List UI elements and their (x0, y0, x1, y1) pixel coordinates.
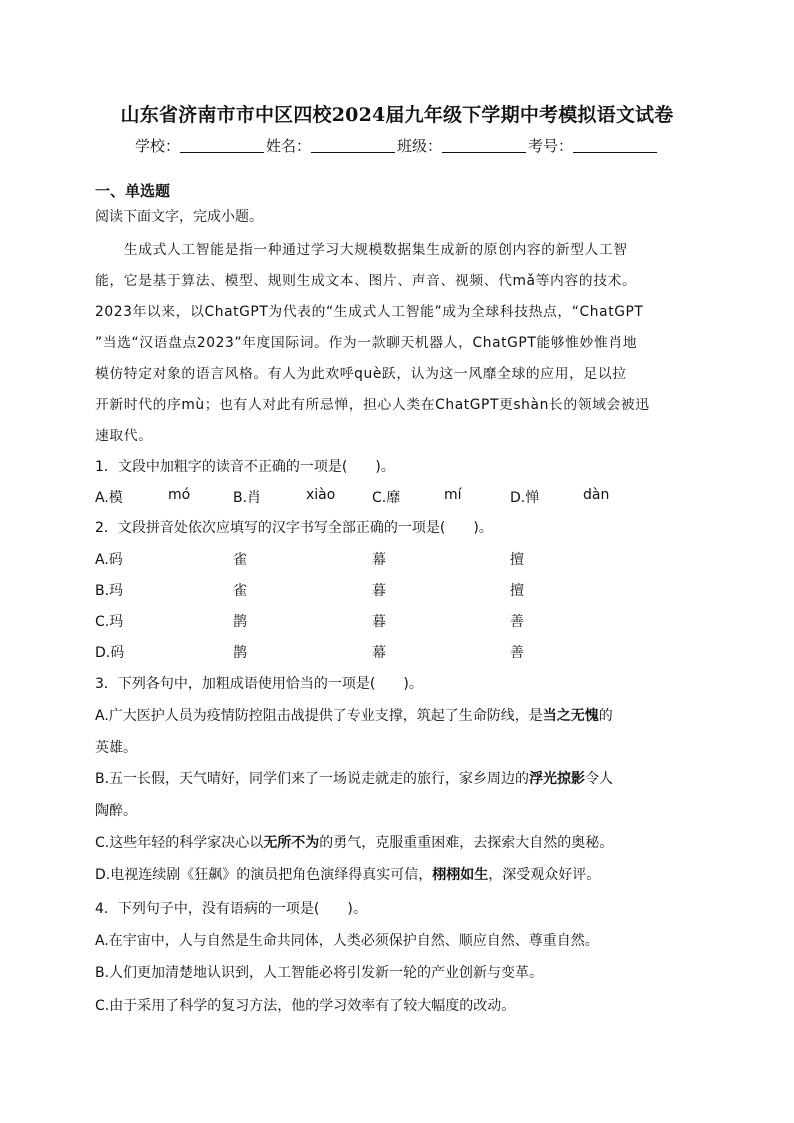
q3-option-c[interactable]: C.这些年轻的科学家决心以无所不为的勇气，克服重重困难，去探索大自然的奥秘。 (95, 835, 614, 851)
q3-idiom-c: 无所不为 (263, 835, 320, 851)
passage-line: 能，它是基于算法、模型、规则生成文本、图片、声音、视频、代mǎ等内容的技术。 (95, 273, 637, 289)
q2-option-d-char: 幕 (372, 645, 386, 661)
passage-line: 速取代。 (95, 428, 153, 444)
class-label: 班级： (397, 137, 443, 155)
q3-option-b-cont: 陶醉。 (95, 803, 137, 819)
q4-option-c[interactable]: C.由于采用了科学的复习方法，他的学习效率有了较大幅度的改动。 (95, 998, 516, 1014)
q2-option-c-char: 鹊 (233, 614, 247, 630)
exam-title: 山东省济南市市中区四校2024届九年级下学期中考模拟语文试卷 (120, 104, 674, 126)
question-4-stem: 4．下列句子中，没有语病的一项是( )。 (95, 901, 367, 917)
passage-line: 开新时代的序mù；也有人对此有所忌惮，担心人类在ChatGPT更shàn长的领域会被迅 (95, 397, 650, 413)
q3-option-a-cont: 英雄。 (95, 740, 137, 756)
q1-option-b[interactable]: B.肖 (233, 490, 262, 506)
name-label: 姓名： (265, 137, 311, 155)
question-3-stem: 3．下列各句中，加粗成语使用恰当的一项是( )。 (95, 676, 423, 692)
q2-option-c-char: 暮 (372, 614, 386, 630)
class-blank[interactable] (442, 138, 526, 153)
q4-option-b[interactable]: B.人们更加清楚地认识到，人工智能必将引发新一轮的产业创新与变革。 (95, 965, 544, 981)
passage-line: 模仿特定对象的语言风格。有人为此欢呼què跃，认为这一风靡全球的应用，足以拉 (95, 366, 627, 382)
name-blank[interactable] (311, 138, 395, 153)
q1-option-b-pinyin: xiào (306, 487, 336, 503)
q2-option-b[interactable]: B.玛 (95, 583, 124, 599)
q2-option-d-char: 善 (510, 645, 524, 661)
passage-line: ”当选“汉语盘点2023”年度国际词。作为一款聊天机器人，ChatGPT能够惟妙惟肖地 (95, 335, 638, 351)
section-heading: 一、单选题 (95, 182, 171, 200)
student-info-row (0, 135, 794, 156)
question-2-stem: 2．文段拼音处依次应填写的汉字书写全部正确的一项是( )。 (95, 520, 493, 536)
q2-option-a-char: 雀 (233, 552, 247, 568)
q1-option-a[interactable]: A.模 (95, 490, 123, 506)
q3-option-b[interactable]: B.五一长假，天气晴好，同学们来了一场说走就走的旅行，家乡周边的浮光掠影令人 (95, 771, 614, 787)
q3-option-a[interactable]: A.广大医护人员为疫情防控阻击战提供了专业支撑，筑起了生命防线，是当之无愧的 (95, 708, 613, 724)
q2-option-b-char: 暮 (372, 583, 386, 599)
passage-line: 生成式人工智能是指一种通过学习大规模数据集生成新的原创内容的新型人工智 (95, 242, 628, 258)
q2-option-a-char: 擅 (510, 552, 524, 568)
school-label: 学校： (134, 137, 180, 155)
q1-option-d[interactable]: D.惮 (510, 490, 540, 506)
passage-line: 2023年以来，以ChatGPT为代表的“生成式人工智能”成为全球科技热点，“ChatGPT (95, 304, 644, 320)
q2-option-d[interactable]: D.码 (95, 645, 125, 661)
q1-option-a-pinyin: mó (168, 487, 191, 503)
q1-option-d-pinyin: dàn (583, 487, 610, 503)
q2-option-c[interactable]: C.玛 (95, 614, 124, 630)
q1-option-c-pinyin: mí (444, 487, 462, 503)
q2-option-b-char: 雀 (233, 583, 247, 599)
q2-option-d-char: 鹊 (233, 645, 247, 661)
q2-option-a-char: 幕 (372, 552, 386, 568)
q2-option-b-char: 擅 (510, 583, 524, 599)
q4-option-a[interactable]: A.在宇宙中，人与自然是生命共同体，人类必须保护自然、顺应自然、尊重自然。 (95, 933, 599, 949)
number-blank[interactable] (573, 138, 657, 153)
q3-idiom-d: 栩栩如生 (432, 867, 489, 883)
q3-idiom-b: 浮光掠影 (529, 771, 586, 787)
q3-option-d[interactable]: D.电视连续剧《狂飙》的演员把角色演绎得真实可信，栩栩如生，深受观众好评。 (95, 867, 601, 883)
q2-option-a[interactable]: A.码 (95, 552, 123, 568)
reading-instruction: 阅读下面文字，完成小题。 (95, 209, 263, 225)
school-blank[interactable] (180, 138, 264, 153)
q2-option-c-char: 善 (510, 614, 524, 630)
number-label: 考号： (528, 137, 574, 155)
question-1-stem: 1．文段中加粗字的读音不正确的一项是( )。 (95, 459, 395, 475)
q3-idiom-a: 当之无愧 (542, 708, 599, 724)
q1-option-c[interactable]: C.靡 (372, 490, 401, 506)
